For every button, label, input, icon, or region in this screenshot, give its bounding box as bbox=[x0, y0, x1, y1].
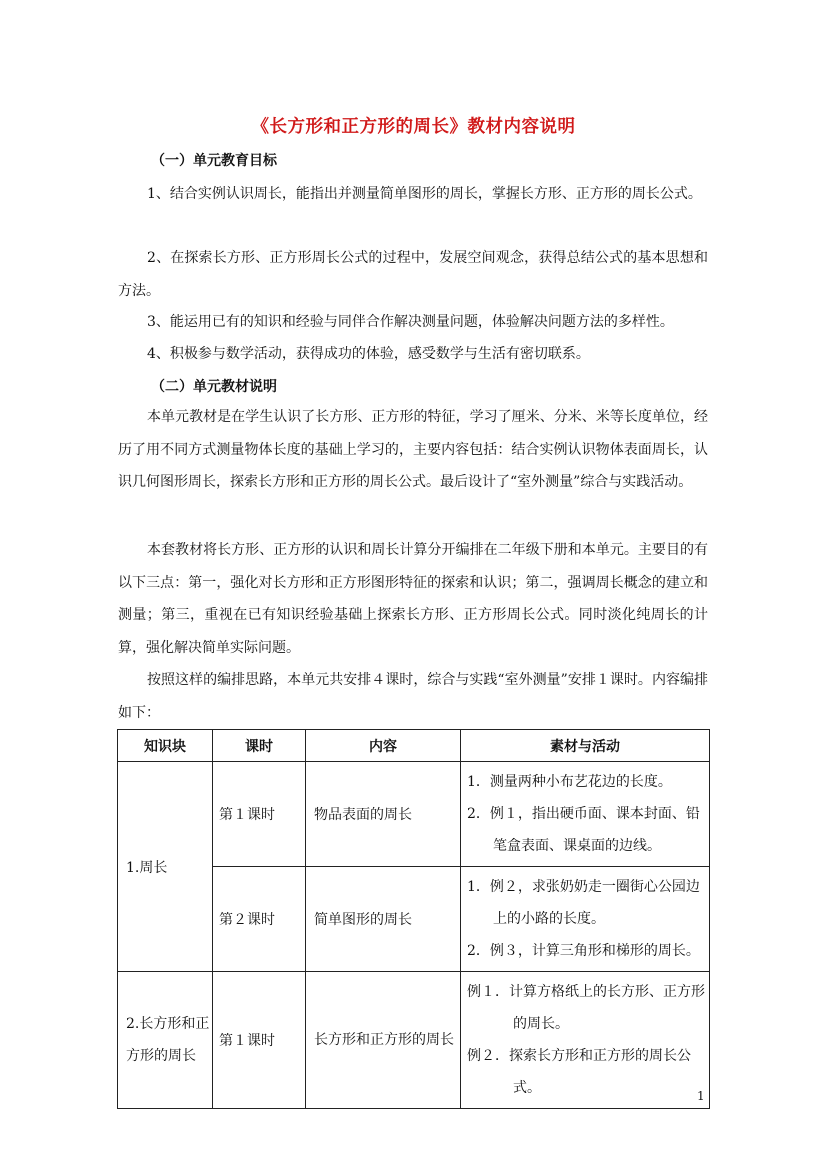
activity-item: 2．例３，计算三角形和梯形的周长。 bbox=[467, 943, 700, 959]
knowledge-block-label: 1.周长 bbox=[126, 859, 168, 876]
section1-paragraph-3: 3、能运用已有的知识和经验与同伴合作解决测量问题，体验解决问题方法的多样性。 bbox=[147, 314, 674, 330]
activity-item: 1．测量两种小布艺花边的长度。 bbox=[467, 774, 672, 790]
section2-heading: （二）单元教材说明 bbox=[151, 379, 277, 395]
lesson-cell bbox=[213, 762, 306, 867]
section2-paragraph-2: 本套教材将长方形、正方形的认识和周长计算分开编排在二年级下册和本单元。主要目的有以下三点：第一，强化对长方形和正方形图形特征的探索和认识；第二，强调周长概念的建立和测量；第三，重视在已有知识经验基础上探索长方形、正方形周长公式。同时淡化纯周长的计算，强化解决简单实际问题。 bbox=[118, 542, 708, 656]
activity-item: 1．例２，求张奶奶走一圈街心公园边上的小路的长度。 bbox=[467, 879, 700, 927]
section1-paragraph-1: 1、结合实例认识周长，能指出并测量简单图形的周长，掌握长方形、正方形的周长公式。 bbox=[147, 186, 702, 202]
lesson-label: 第２课时 bbox=[219, 912, 275, 928]
lesson-label: 第１课时 bbox=[219, 1033, 275, 1049]
section1-paragraph-4: 4、积极参与数学活动，获得成功的体验，感受数学与生活有密切联系。 bbox=[147, 346, 590, 362]
content-cell bbox=[306, 972, 461, 1109]
knowledge-block-cell bbox=[118, 972, 213, 1109]
lesson-label: 第１课时 bbox=[219, 807, 275, 823]
table-row bbox=[118, 762, 710, 867]
knowledge-block-label: 2.长方形和正方形的周长 bbox=[126, 1016, 210, 1064]
header-knowledge-block: 知识块 bbox=[118, 730, 213, 762]
header-lesson: 课时 bbox=[213, 730, 306, 762]
activities-cell bbox=[461, 762, 710, 867]
lesson-cell bbox=[213, 867, 306, 972]
section1-heading: （一）单元教育目标 bbox=[151, 153, 277, 169]
content-cell bbox=[306, 762, 461, 867]
section1-paragraph-2: 2、在探索长方形、正方形周长公式的过程中，发展空间观念，获得总结公式的基本思想和方法。 bbox=[118, 250, 708, 299]
content-label: 简单图形的周长 bbox=[314, 912, 412, 928]
header-materials-activities: 素材与活动 bbox=[461, 730, 710, 762]
knowledge-block-cell bbox=[118, 762, 213, 972]
section2-paragraph-1: 本单元教材是在学生认识了长方形、正方形的特征，学习了厘米、分米、米等长度单位，经历了用不同方式测量物体长度的基础上学习的，主要内容包括：结合实例认识物体表面周长，认识几何图形周长，探索长方形和正方形的周长公式。最后设计了“室外测量”综合与实践活动。 bbox=[118, 409, 708, 490]
document-title: 《长方形和正方形的周长》教材内容说明 bbox=[251, 117, 576, 137]
content-label: 物品表面的周长 bbox=[314, 807, 412, 823]
activity-item: 2．例１，指出硬币面、课本封面、铅笔盒表面、课桌面的边线。 bbox=[467, 806, 700, 854]
content-label: 长方形和正方形的周长 bbox=[314, 1032, 454, 1048]
table-header-row bbox=[118, 730, 710, 762]
activities-cell bbox=[461, 867, 710, 972]
content-arrangement-table bbox=[117, 729, 710, 1109]
section2-paragraph-3: 按照这样的编排思路，本单元共安排４课时，综合与实践“室外测量”安排１课时。内容编排如下： bbox=[118, 672, 708, 721]
activities-cell bbox=[461, 972, 710, 1109]
header-content: 内容 bbox=[306, 730, 461, 762]
table-row bbox=[118, 972, 710, 1109]
content-cell bbox=[306, 867, 461, 972]
activity-item: 例２．探索长方形和正方形的周长公式。 bbox=[467, 1048, 691, 1096]
activity-item: 例１．计算方格纸上的长方形、正方形的周长。 bbox=[467, 984, 705, 1032]
page-number: 1 bbox=[697, 1089, 705, 1103]
lesson-cell bbox=[213, 972, 306, 1109]
